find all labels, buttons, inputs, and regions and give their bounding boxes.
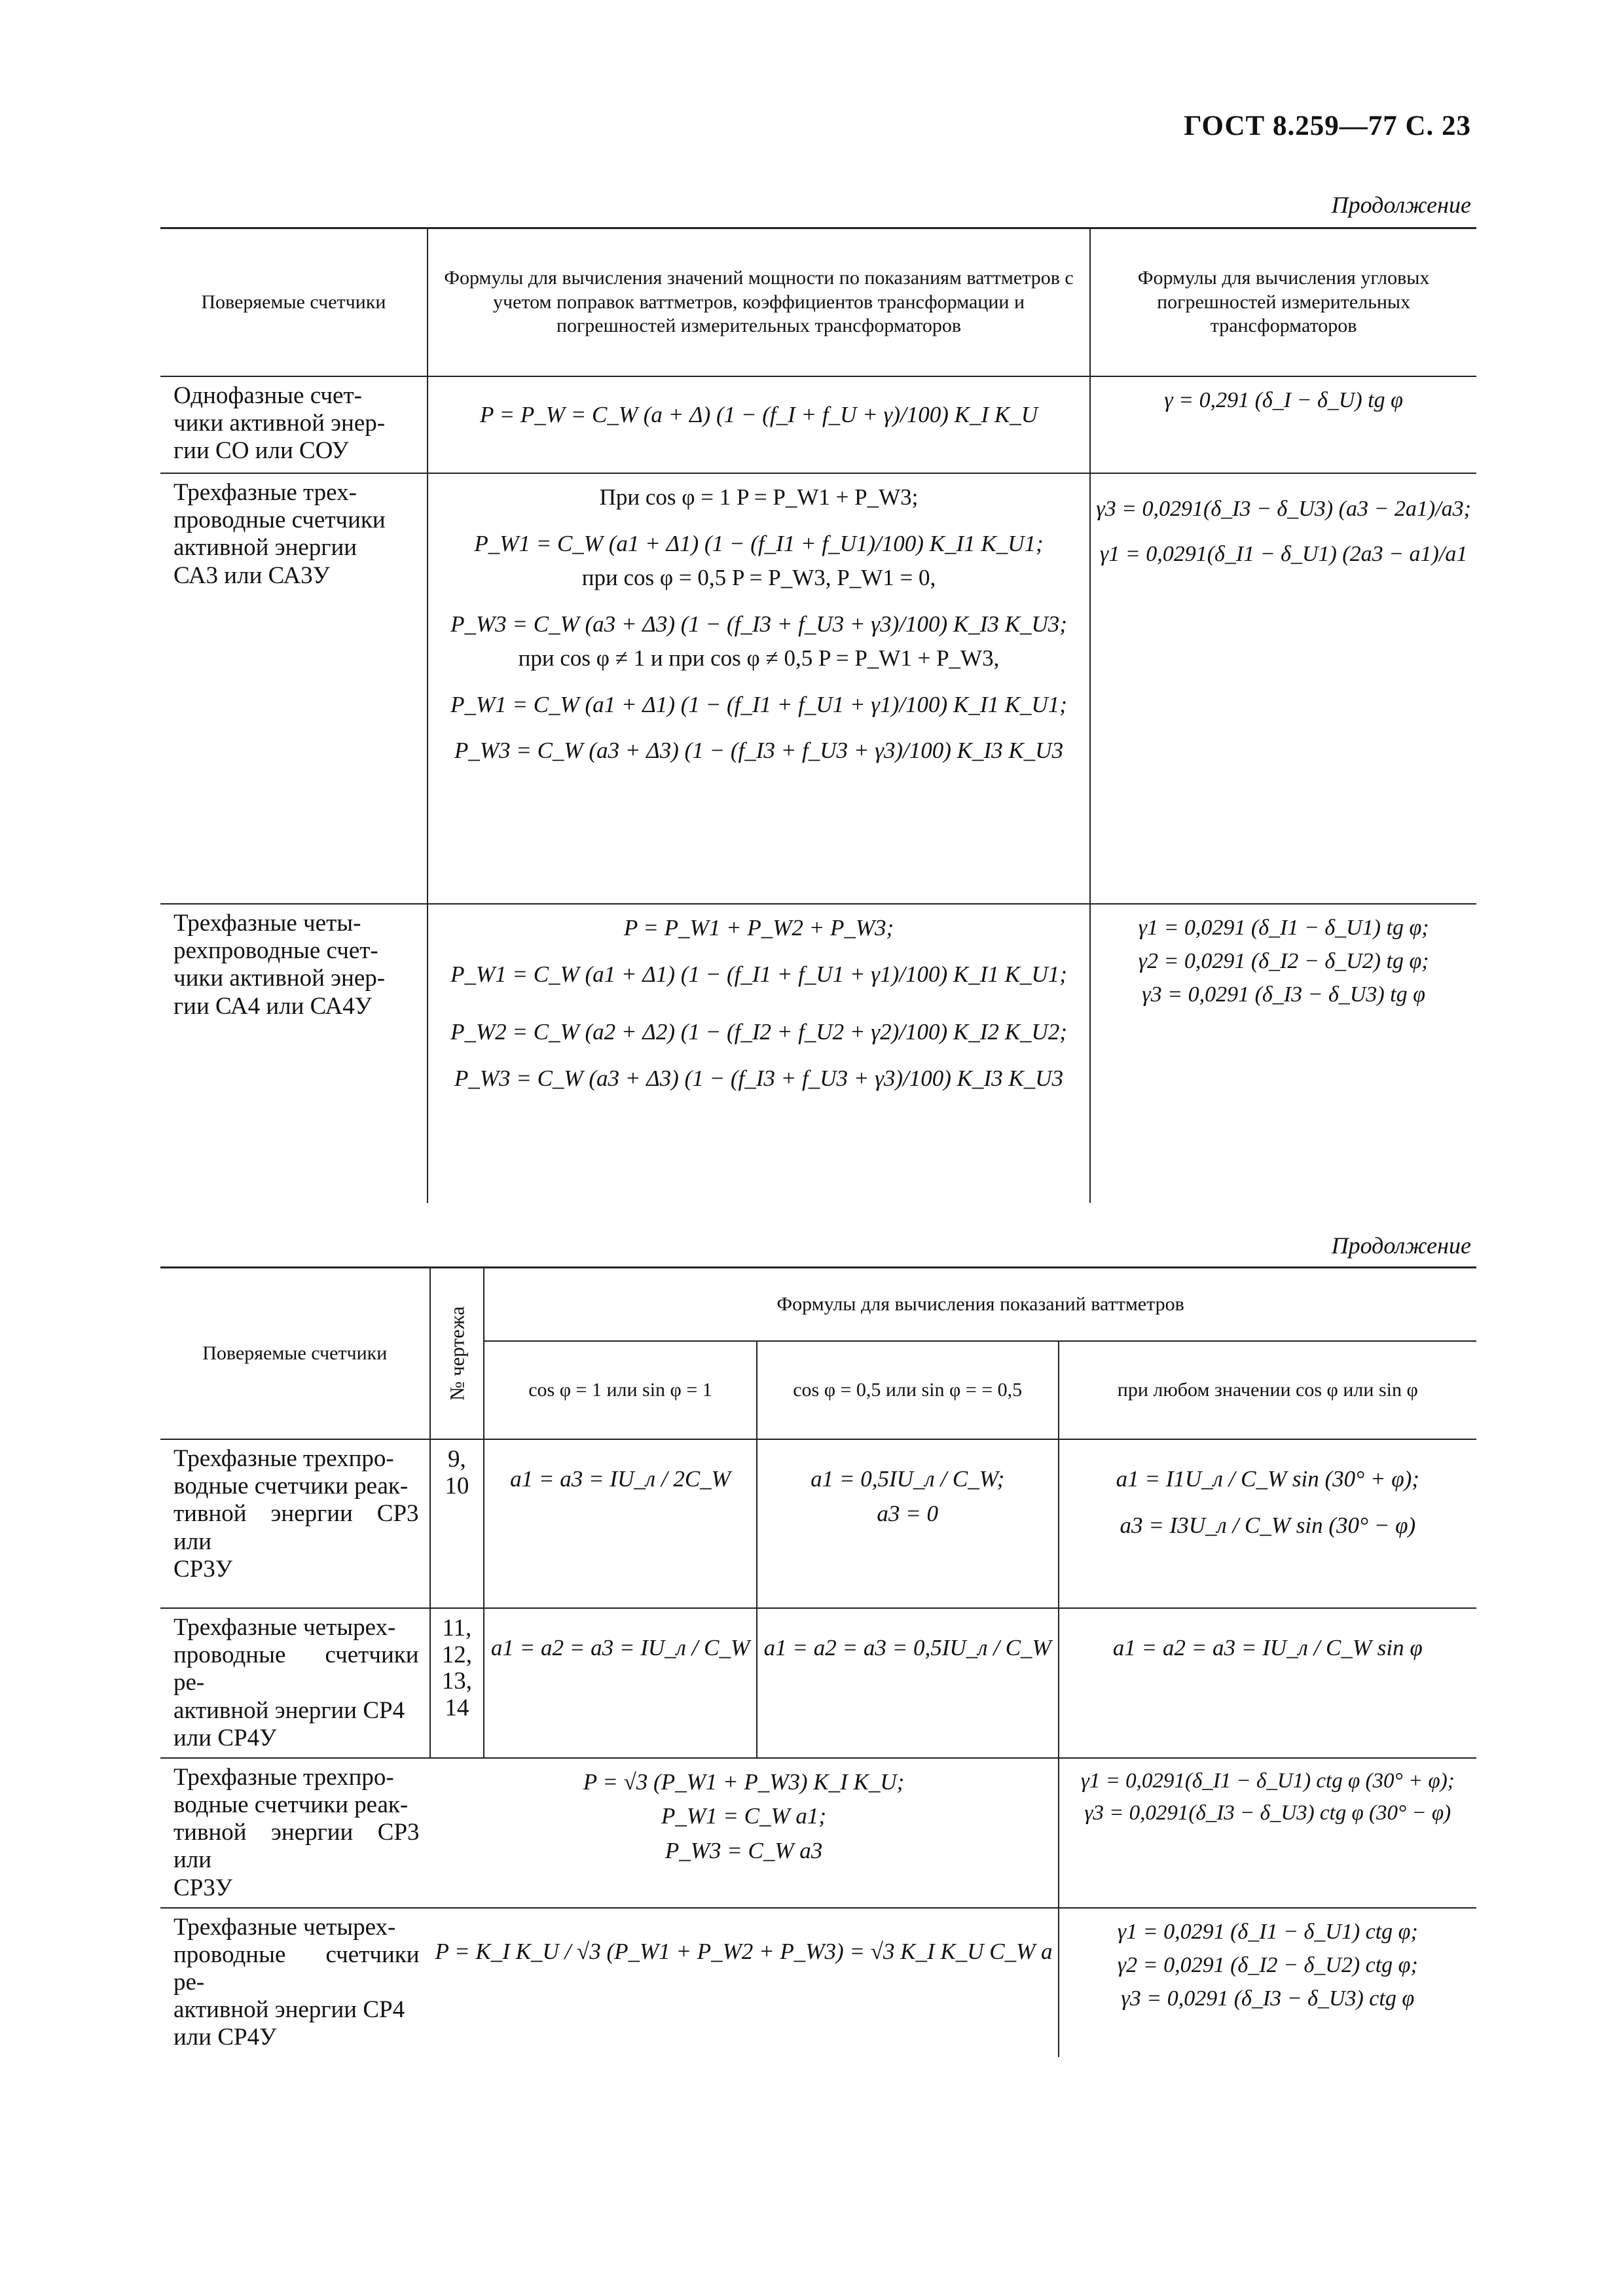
table-row xyxy=(160,1439,1476,1608)
table-1 xyxy=(160,227,1476,1203)
table-row xyxy=(160,473,1476,904)
t2-header-counters: Поверяемые счетчики xyxy=(160,1268,430,1440)
table-row xyxy=(160,1758,1476,1908)
t2-row4-label: Трехфазные четырех- проводные счетчики ре- активной энергии СР4 или СР4У xyxy=(173,1913,420,2051)
t2-row2-c1: a1 = a2 = a3 = IU_л / C_W xyxy=(484,1608,757,1758)
t2-row3-gamma: γ1 = 0,0291(δ_I1 − δ_U1) ctg φ (30° + φ); γ3 = 0,0291(δ_I3 − δ_U3) ctg φ (30° − φ) xyxy=(1059,1758,1476,1908)
t1-row2-formulas: При cos φ = 1 P = P_W1 + P_W3; P_W1 = C_W (a1 + Δ1) (1 − (f_I1 + f_U1)/100) K_I1 K_U1; при cos φ = 0,5 P = P_W3, P_W1 = 0, P_W3 = C_W (a3 + Δ3) (1 − (f_I3 + f_U3 + γ3)/100) K_I3 K_U3; при cos φ ≠ 1 и при cos φ ≠ 0,5 P = P_W1 + P_W3, P_W1 = C_W (a1 + Δ1) (1 − (f_I1 + f_U1 + γ1)/100) K_I1 K_U1; P_W3 = C_W (a3 + Δ3) (1 − (f_I3 + f_U3 + γ3)/100) K_I3 K_U3 xyxy=(428,473,1090,904)
t2-header-drawing-number: № чертежа xyxy=(430,1268,484,1440)
table-row xyxy=(160,1908,1476,2057)
t2-header-sub2: cos φ = 0,5 или sin φ = = 0,5 xyxy=(757,1341,1059,1439)
t1-row3-gamma: γ1 = 0,0291 (δ_I1 − δ_U1) tg φ; γ2 = 0,0291 (δ_I2 − δ_U2) tg φ; γ3 = 0,0291 (δ_I3 − δ_U3) tg φ xyxy=(1090,904,1476,1203)
table-1-header-row xyxy=(160,228,1476,377)
t1-row1-label: Однофазные счет- чики активной энер- гии СО или СОУ xyxy=(160,376,428,473)
table-row xyxy=(160,376,1476,473)
t2-row2-drawing-numbers: 11, 12, 13, 14 xyxy=(430,1608,484,1758)
t2-row3-formulas: P = √3 (P_W1 + P_W3) K_I K_U; P_W1 = C_W a1; P_W3 = C_W a3 xyxy=(430,1758,1059,1908)
table-row xyxy=(160,1608,1476,1758)
t2-header-sub1: cos φ = 1 или sin φ = 1 xyxy=(484,1341,757,1439)
page-header: ГОСТ 8.259—77 С. 23 xyxy=(1184,111,1471,141)
t1-header-angle-formulas: Формулы для вычисления угловых погрешностей измерительных трансформаторов xyxy=(1090,228,1476,377)
continuation-label-2: Продолжение xyxy=(1331,1232,1471,1259)
t2-row4-formulas: P = K_I K_U / √3 (P_W1 + P_W2 + P_W3) = √3 K_I K_U C_W a xyxy=(435,1938,1053,1964)
t2-header-sub3: при любом значении cos φ или sin φ xyxy=(1059,1341,1476,1439)
t2-row4-gamma: γ1 = 0,0291 (δ_I1 − δ_U1) ctg φ; γ2 = 0,0291 (δ_I2 − δ_U2) ctg φ; γ3 = 0,0291 (δ_I3 − δ_U3) ctg φ xyxy=(1059,1908,1476,2057)
t1-header-counters: Поверяемые счетчики xyxy=(160,228,428,377)
t2-row2-c3: a1 = a2 = a3 = IU_л / C_W sin φ xyxy=(1059,1608,1476,1758)
t1-row1-formula: P = P_W = C_W (a + Δ) (1 − (f_I + f_U + γ)/100) K_I K_U xyxy=(428,376,1090,473)
t2-row1-c2: a1 = 0,5IU_л / C_W; a3 = 0 xyxy=(757,1439,1059,1608)
t2-row1-c1: a1 = a3 = IU_л / 2C_W xyxy=(484,1439,757,1608)
t1-row3-formulas: P = P_W1 + P_W2 + P_W3; P_W1 = C_W (a1 + Δ1) (1 − (f_I1 + f_U1 + γ1)/100) K_I1 K_U1; P_W2 = C_W (a2 + Δ2) (1 − (f_I2 + f_U2 + γ2)/100) K_I2 K_U2; P_W3 = C_W (a3 + Δ3) (1 − (f_I3 + f_U3 + γ3)/100) K_I3 K_U3 xyxy=(428,904,1090,1203)
t2-row3-label: Трехфазные трехпро- водные счетчики реак- тивной энергии СР3 или СР3У xyxy=(160,1758,430,1908)
t2-row2-label: Трехфазные четырех- проводные счетчики ре- активной энергии СР4 или СР4У xyxy=(160,1608,430,1758)
t2-row1-c3: a1 = I1U_л / C_W sin (30° + φ); a3 = I3U_л / C_W sin (30° − φ) xyxy=(1059,1439,1476,1608)
t2-row1-drawing-numbers: 9, 10 xyxy=(430,1439,484,1608)
table-row xyxy=(160,904,1476,1203)
t1-row3-label: Трехфазные четы- рехпроводные счет- чики активной энер- гии СА4 или СА4У xyxy=(173,910,386,1020)
table-2 xyxy=(160,1266,1476,2057)
t1-row2-gamma: γ3 = 0,0291(δ_I3 − δ_U3) (a3 − 2a1)/a3; γ1 = 0,0291(δ_I1 − δ_U1) (2a3 − a1)/a1 xyxy=(1090,473,1476,904)
continuation-label-1: Продолжение xyxy=(1331,192,1471,218)
t1-row2-label: Трехфазные трех- проводные счетчики активной энергии СА3 или СА3У xyxy=(160,473,428,904)
t1-header-power-formulas: Формулы для вычисления значений мощности по показаниям ваттметров с учетом поправок ваттметров, коэффициентов трансформации и погрешностей измерительных трансформаторов xyxy=(428,228,1090,377)
t2-row1-label: Трехфазные трехпро- водные счетчики реак- тивной энергии СР3 или СР3У xyxy=(160,1439,430,1608)
t1-row1-gamma: γ = 0,291 (δ_I − δ_U) tg φ xyxy=(1090,376,1476,473)
table-2-header-row-1 xyxy=(160,1268,1476,1342)
t2-row2-c2: a1 = a2 = a3 = 0,5IU_л / C_W xyxy=(757,1608,1059,1758)
t2-header-group: Формулы для вычисления показаний ваттметров xyxy=(484,1268,1476,1342)
